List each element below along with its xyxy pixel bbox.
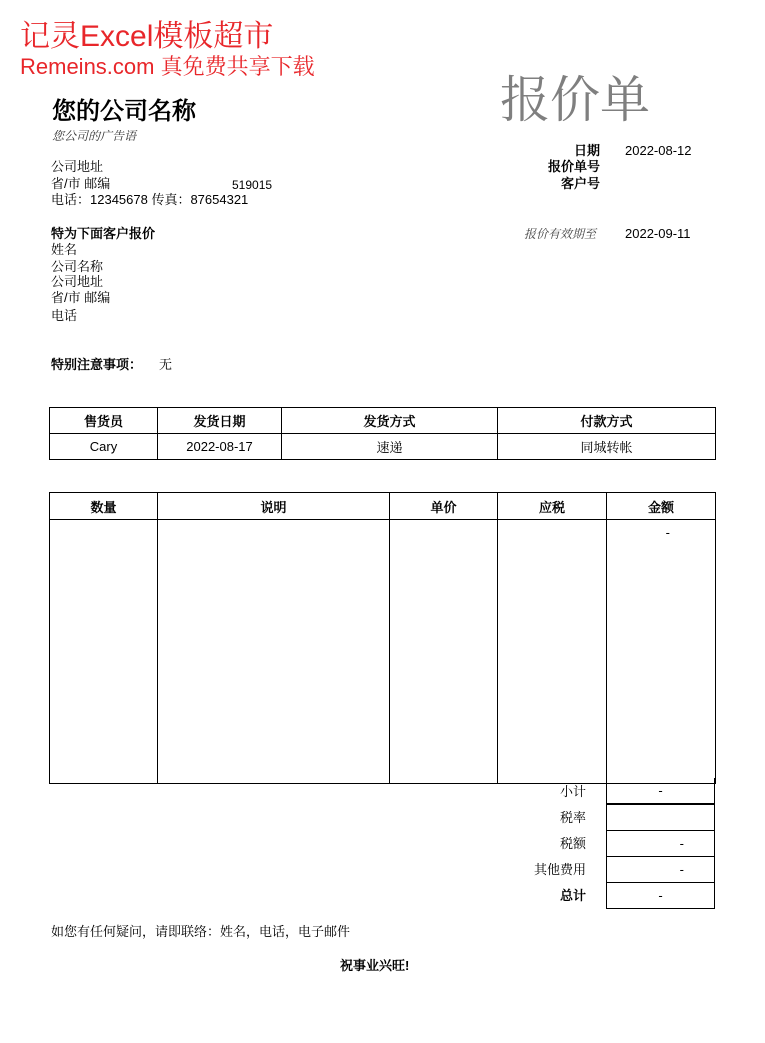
tax-amount-label: 税额 bbox=[559, 836, 586, 851]
ship-method-value: 速递 bbox=[282, 434, 498, 460]
company-phone-fax: 电话：12345678 传真：87654321 bbox=[51, 192, 249, 207]
header-unit-price: 单价 bbox=[390, 493, 498, 520]
customer-name: 姓名 bbox=[51, 242, 78, 257]
customer-province-zip: 省/市 邮编 bbox=[51, 290, 111, 305]
quantity-cell bbox=[50, 520, 158, 784]
items-table bbox=[49, 492, 716, 784]
taxable-cell bbox=[498, 520, 607, 784]
customer-heading: 特为下面客户报价 bbox=[51, 226, 156, 241]
notes-value: 无 bbox=[159, 357, 173, 372]
header-description: 说明 bbox=[158, 493, 390, 520]
valid-until-value: 2022-09-11 bbox=[625, 226, 691, 241]
payment-method-value: 同城转帐 bbox=[498, 434, 716, 460]
date-value: 2022-08-12 bbox=[625, 143, 692, 158]
header-salesperson: 售货员 bbox=[50, 408, 158, 434]
date-label: 日期 bbox=[573, 143, 600, 158]
shipping-table bbox=[49, 407, 716, 460]
watermark-title: 记灵Excel模板超市 bbox=[20, 20, 274, 53]
quote-number-label: 报价单号 bbox=[547, 159, 600, 174]
header-payment-method: 付款方式 bbox=[498, 408, 716, 434]
company-zip-value: 519015 bbox=[232, 178, 273, 192]
tax-rate-value bbox=[606, 804, 715, 831]
header-amount: 金额 bbox=[607, 493, 716, 520]
company-address: 公司地址 bbox=[51, 159, 104, 174]
company-slogan: 您公司的广告语 bbox=[52, 129, 137, 143]
subtotal-value: - bbox=[606, 778, 715, 804]
company-province-zip: 省/市 邮编 bbox=[51, 176, 111, 191]
notes-label: 特别注意事项： bbox=[51, 357, 143, 372]
amount-cell: - bbox=[607, 520, 716, 784]
footer-contact: 如您有任何疑问，请即联络：姓名，电话，电子邮件 bbox=[51, 924, 351, 939]
subtotal-label: 小计 bbox=[559, 784, 586, 799]
customer-number-label: 客户号 bbox=[560, 176, 600, 191]
items-body-row bbox=[50, 520, 716, 784]
shipping-header-row bbox=[50, 408, 716, 434]
ship-date-value: 2022-08-17 bbox=[158, 434, 282, 460]
salesperson-value: Cary bbox=[50, 434, 158, 460]
header-ship-method: 发货方式 bbox=[282, 408, 498, 434]
watermark-subtitle: Remeins.com 真免费共享下载 bbox=[20, 54, 315, 79]
tax-amount-value: - bbox=[606, 830, 715, 857]
document-title: 报价单 bbox=[500, 72, 650, 128]
tax-rate-label: 税率 bbox=[559, 810, 586, 825]
other-fees-value: - bbox=[606, 856, 715, 883]
total-value: - bbox=[606, 882, 715, 909]
header-quantity: 数量 bbox=[50, 493, 158, 520]
header-taxable: 应税 bbox=[498, 493, 607, 520]
header-ship-date: 发货日期 bbox=[158, 408, 282, 434]
description-cell bbox=[158, 520, 390, 784]
other-fees-label: 其他费用 bbox=[533, 862, 586, 877]
footer-closing: 祝事业兴旺! bbox=[340, 958, 410, 973]
items-header-row bbox=[50, 493, 716, 520]
total-label: 总计 bbox=[559, 888, 586, 903]
company-name: 您的公司名称 bbox=[52, 96, 196, 125]
valid-until-label: 报价有效期至 bbox=[523, 227, 596, 241]
unit-price-cell bbox=[390, 520, 498, 784]
customer-phone: 电话 bbox=[51, 308, 78, 323]
customer-company: 公司名称 bbox=[51, 259, 104, 274]
customer-address: 公司地址 bbox=[51, 274, 104, 289]
shipping-data-row bbox=[50, 434, 716, 460]
